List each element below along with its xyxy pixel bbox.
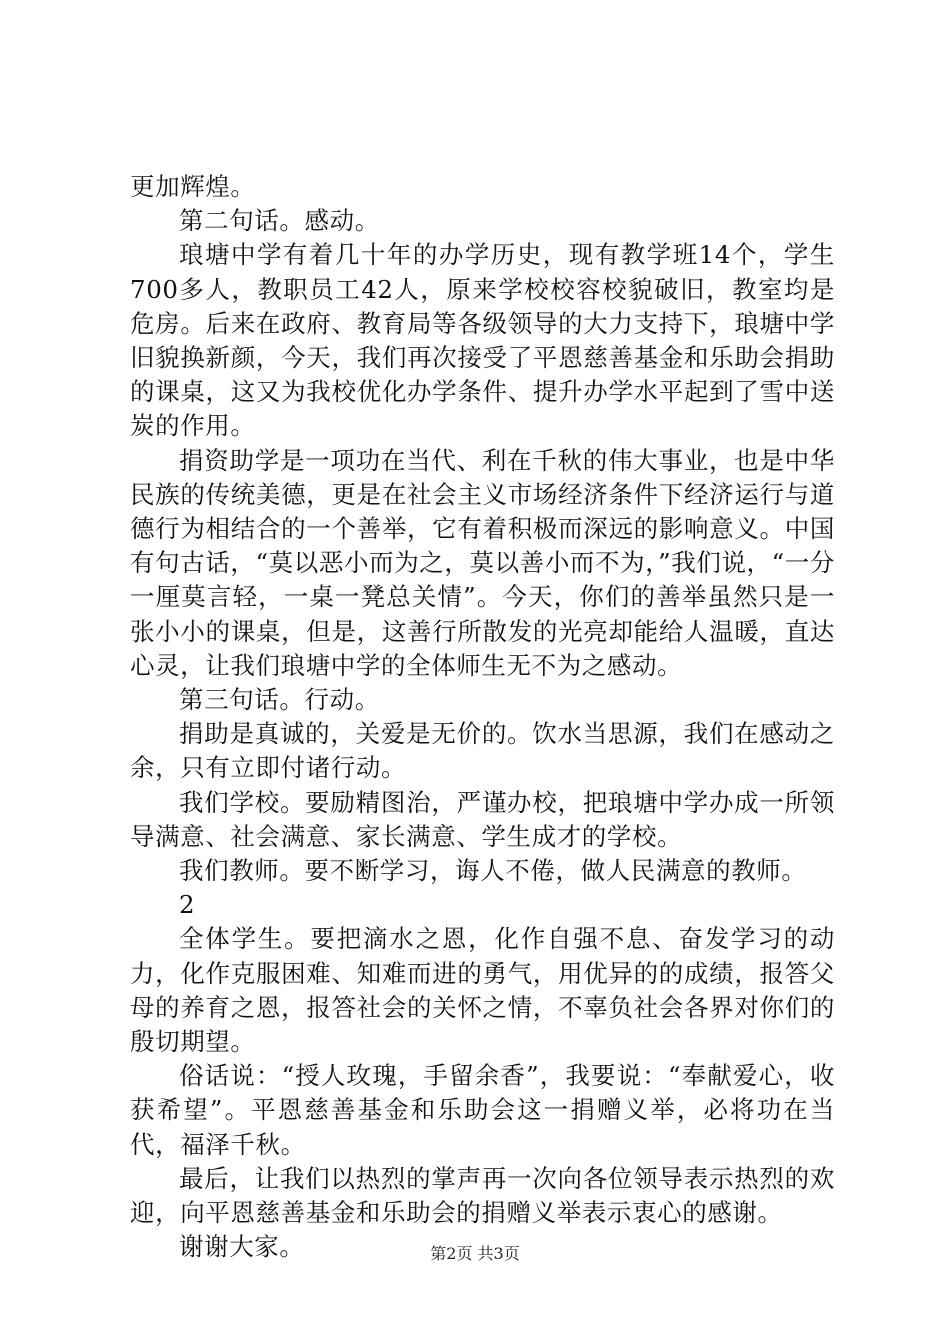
paragraph: 我们学校。要励精图治，严谨办校，把琅塘中学办成一所领导满意、社会满意、家长满意、学生成才的学校。 [130,787,835,851]
paragraph: 捐资助学是一项功在当代、利在千秋的伟大事业，也是中华民族的传统美德，更是在社会主义市场经济条件下经济运行与道德行为相结合的一个善举，它有着积极而深远的影响意义。中国有句古话，“莫以恶小而为之，莫以善小而不为，”我们说，“一分一厘莫言轻，一桌一凳总关情”。今天，你们的善举虽然只是一张小小的课桌，但是，这善行所散发的光亮却能给人温暖，直达心灵，让我们琅塘中学的全体师生无不为之感动。 [130,445,835,680]
paragraph: 我们教师。要不断学习，诲人不倦，做人民满意的教师。 [179,856,807,886]
page-footer: 第2页 共3页 [430,1244,520,1263]
paragraph-continuation: 更加辉煌。 [130,172,256,201]
section-heading-2: 第二句话。感动。 [179,206,380,236]
paragraph: 全体学生。要把滴水之恩，化作自强不息、奋发学习的动力，化作克服困难、知难而进的勇气，用优异的的成绩，报答父母的养育之恩，报答社会的关怀之情，不辜负社会各界对你们的殷切期望。 [130,924,835,1057]
paragraph: 捐助是真诚的，关爱是无价的。饮水当思源，我们在感动之余，只有立即付诸行动。 [130,719,835,783]
section-heading-3: 第三句话。行动。 [179,685,380,715]
paragraph: 最后，让我们以热烈的掌声再一次向各位领导表示热烈的欢迎，向平恩慈善基金和乐助会的捐赠义举表示衷心的感谢。 [130,1163,835,1228]
closing-line: 谢谢大家。 [179,1232,305,1262]
paragraph: 琅塘中学有着几十年的办学历史，现有教学班14个，学生700多人，教职员工42人，原来学校校容校貌破旧，教室均是危房。后来在政府、教育局等各级领导的大力支持下，琅塘中学旧貌换新颜，今天，我们再次接受了平恩慈善基金和乐助会捐助的课桌，这又为我校优化办学条件、提升办学水平起到了雪中送炭的作用。 [130,240,835,441]
paragraph: 俗话说：“授人玫瑰，手留余香”，我要说：“奉献爱心，收获希望”。平恩慈善基金和乐助会这一捐赠义举，必将功在当代，福泽千秋。 [130,1061,835,1159]
stray-number: 2 [179,890,196,920]
document-body [130,170,835,1265]
